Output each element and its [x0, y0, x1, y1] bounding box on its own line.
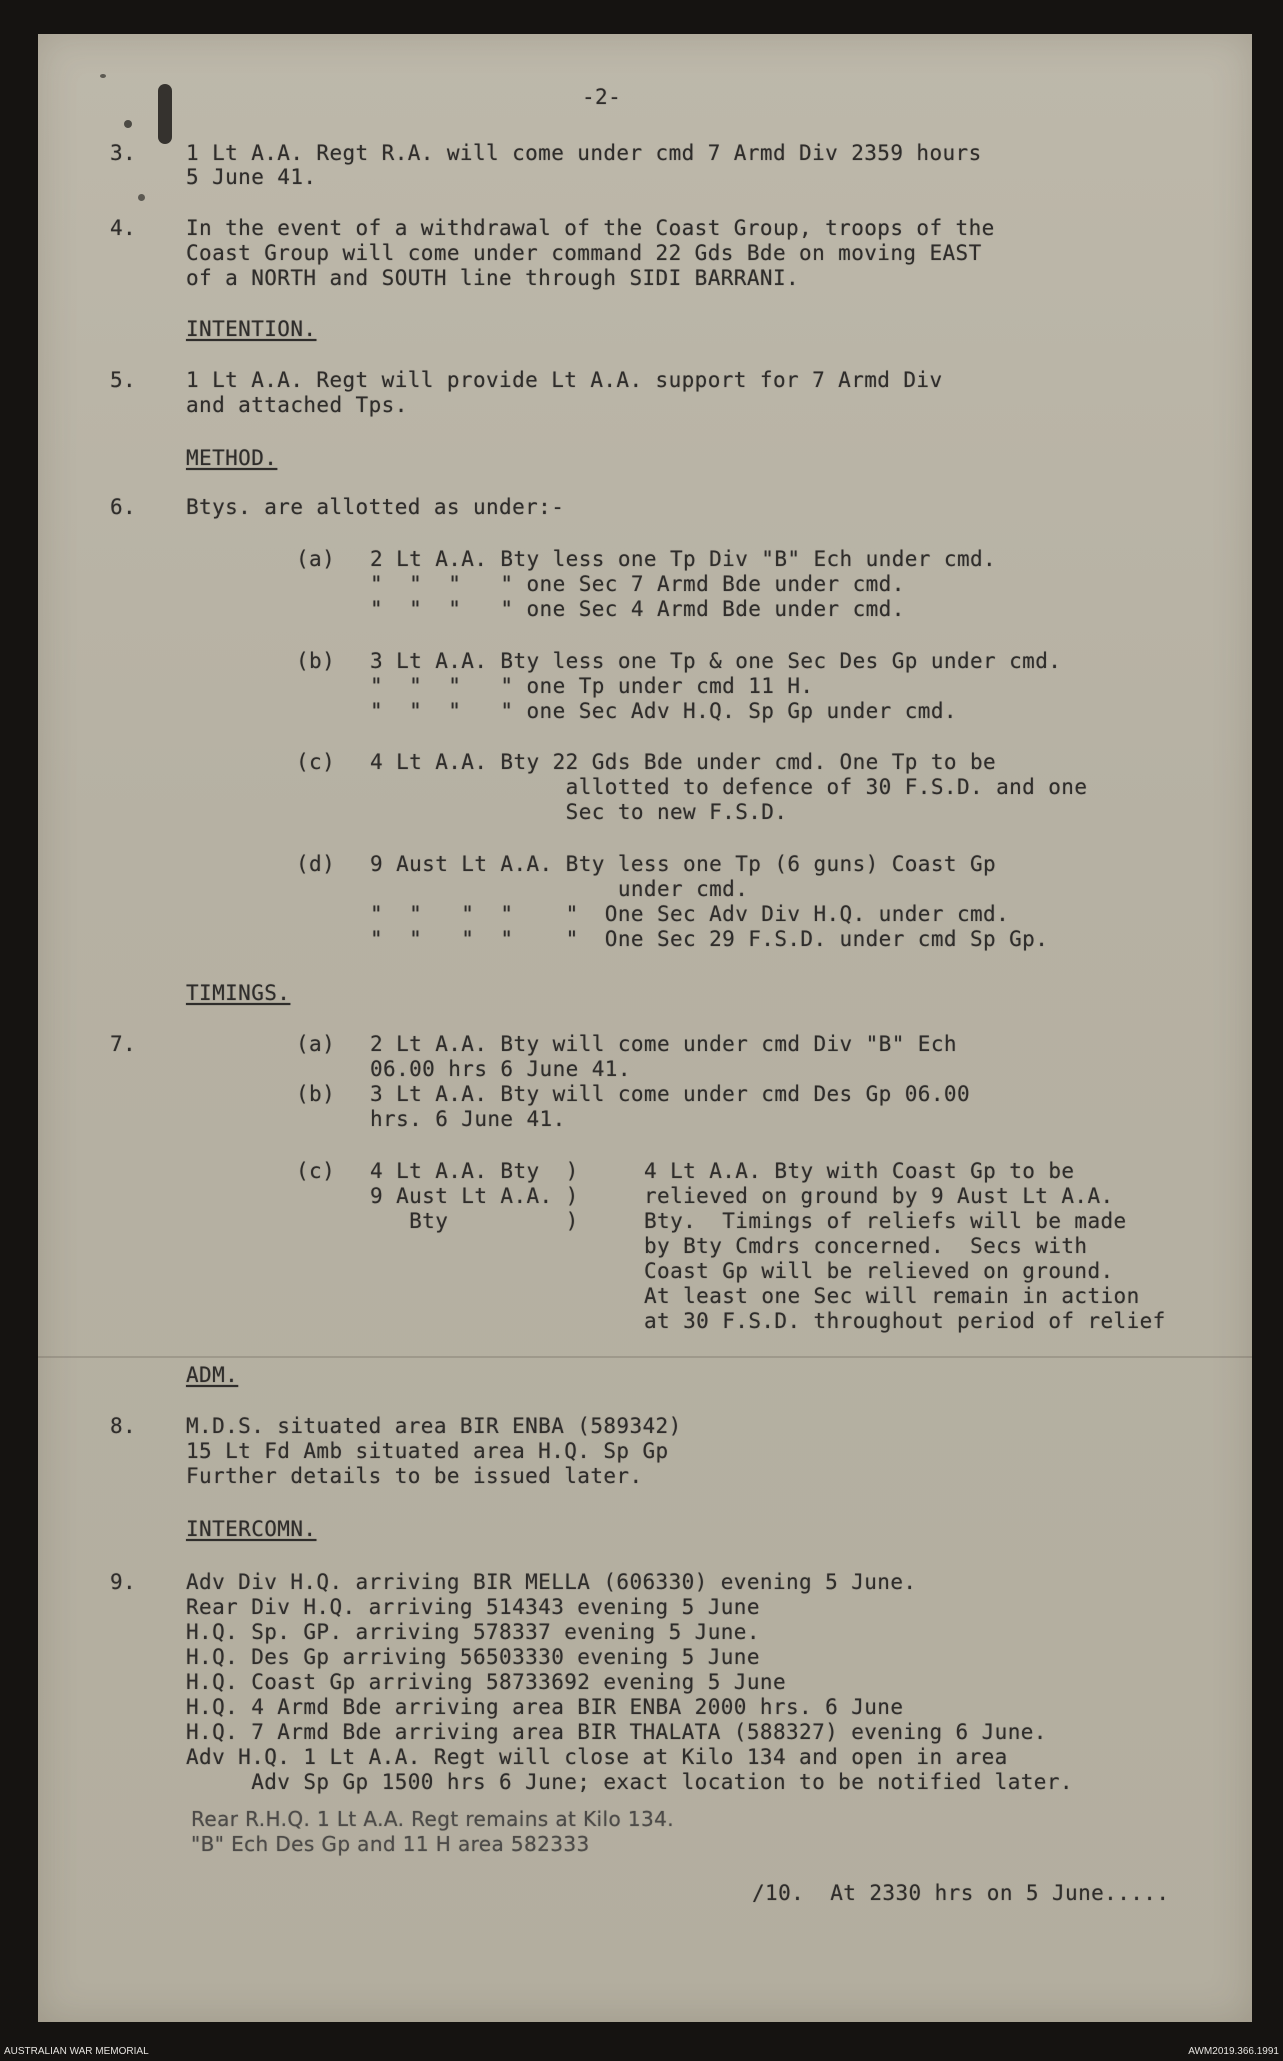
para-6d-label: (d)	[296, 852, 336, 876]
timings-heading: TIMINGS.	[186, 981, 291, 1005]
para-7c-left-1: 4 Lt A.A. Bty )	[370, 1159, 579, 1183]
para-9-line-7: H.Q. 7 Armd Bde arriving area BIR THALATA (588327) evening 6 June.	[186, 1720, 1047, 1744]
intercomn-heading: INTERCOMN.	[186, 1517, 317, 1541]
para-6a-line-2: " " " " one Sec 7 Armd Bde under cmd.	[370, 572, 905, 596]
para-5-line-1: 1 Lt A.A. Regt will provide Lt A.A. support for 7 Armd Div	[186, 368, 943, 392]
para-6a-label: (a)	[296, 547, 336, 571]
para-5-number: 5.	[110, 368, 137, 392]
para-7c-right-3: Bty. Timings of reliefs will be made	[644, 1209, 1127, 1233]
page-fold	[38, 1356, 1252, 1358]
para-9-handwritten-2: "B" Ech Des Gp and 11 H area 582333	[191, 1832, 590, 1856]
para-7b-line-2: hrs. 6 June 41.	[370, 1107, 566, 1131]
para-4-line-1: In the event of a withdrawal of the Coast Group, troops of the	[186, 216, 995, 240]
para-9-line-9: Adv Sp Gp 1500 hrs 6 June; exact location to be notified later.	[186, 1770, 1073, 1794]
para-9-line-3: H.Q. Sp. GP. arriving 578337 evening 5 June.	[186, 1620, 760, 1644]
para-6c-line-3: Sec to new F.S.D.	[370, 800, 788, 824]
para-7a-label: (a)	[296, 1032, 336, 1056]
para-7a-line-2: 06.00 hrs 6 June 41.	[370, 1057, 631, 1081]
para-6b-label: (b)	[296, 649, 336, 673]
para-7c-right-7: at 30 F.S.D. throughout period of relief	[644, 1309, 1166, 1333]
para-6d-line-1: 9 Aust Lt A.A. Bty less one Tp (6 guns) Coast Gp	[370, 852, 997, 876]
para-7c-left-3: Bty )	[370, 1209, 579, 1233]
para-6d-line-2: under cmd.	[370, 877, 749, 901]
para-9-line-2: Rear Div H.Q. arriving 514343 evening 5 June	[186, 1595, 760, 1619]
para-6-intro: Btys. are allotted as under:-	[186, 495, 565, 519]
ink-stain	[158, 84, 172, 144]
continuation-line: /10. At 2330 hrs on 5 June.....	[752, 1881, 1170, 1905]
ink-stain	[138, 194, 145, 201]
adm-heading: ADM.	[186, 1363, 239, 1387]
para-7c-right-2: relieved on ground by 9 Aust Lt A.A.	[644, 1184, 1114, 1208]
footer-left: AUSTRALIAN WAR MEMORIAL	[4, 2046, 149, 2057]
para-6c-label: (c)	[296, 750, 336, 774]
para-6b-line-3: " " " " one Sec Adv H.Q. Sp Gp under cmd.	[370, 699, 957, 723]
para-6b-line-2: " " " " one Tp under cmd 11 H.	[370, 674, 814, 698]
ink-stain	[100, 74, 106, 78]
para-7c-right-5: Coast Gp will be relieved on ground.	[644, 1259, 1114, 1283]
para-9-line-4: H.Q. Des Gp arriving 56503330 evening 5 June	[186, 1645, 760, 1669]
para-4-line-3: of a NORTH and SOUTH line through SIDI BARRANI.	[186, 266, 800, 290]
para-9-line-5: H.Q. Coast Gp arriving 58733692 evening 5 June	[186, 1670, 786, 1694]
page-number: -2-	[582, 85, 622, 109]
para-6-number: 6.	[110, 495, 137, 519]
para-9-line-6: H.Q. 4 Armd Bde arriving area BIR ENBA 2000 hrs. 6 June	[186, 1695, 904, 1719]
para-7a-line-1: 2 Lt A.A. Bty will come under cmd Div "B" Ech	[370, 1032, 957, 1056]
para-7-number: 7.	[110, 1032, 137, 1056]
para-4-number: 4.	[110, 216, 137, 240]
para-7c-right-4: by Bty Cmdrs concerned. Secs with	[644, 1234, 1088, 1258]
footer-right: AWM2019.366.1991	[1188, 2046, 1279, 2057]
para-8-line-3: Further details to be issued later.	[186, 1464, 643, 1488]
para-6b-line-1: 3 Lt A.A. Bty less one Tp & one Sec Des Gp under cmd.	[370, 649, 1062, 673]
para-9-line-1: Adv Div H.Q. arriving BIR MELLA (606330) evening 5 June.	[186, 1570, 917, 1594]
para-7c-right-1: 4 Lt A.A. Bty with Coast Gp to be	[644, 1159, 1075, 1183]
para-6c-line-1: 4 Lt A.A. Bty 22 Gds Bde under cmd. One Tp to be	[370, 750, 997, 774]
para-9-number: 9.	[110, 1570, 137, 1594]
para-9-line-8: Adv H.Q. 1 Lt A.A. Regt will close at Kilo 134 and open in area	[186, 1745, 1008, 1769]
para-6a-line-3: " " " " one Sec 4 Armd Bde under cmd.	[370, 597, 905, 621]
para-8-number: 8.	[110, 1414, 137, 1438]
para-6d-line-4: " " " " " One Sec 29 F.S.D. under cmd Sp Gp.	[370, 927, 1049, 951]
para-8-line-2: 15 Lt Fd Amb situated area H.Q. Sp Gp	[186, 1439, 669, 1463]
para-6d-line-3: " " " " " One Sec Adv Div H.Q. under cmd.	[370, 902, 1010, 926]
para-7c-left-2: 9 Aust Lt A.A. )	[370, 1184, 579, 1208]
para-7c-right-6: At least one Sec will remain in action	[644, 1284, 1140, 1308]
para-6c-line-2: allotted to defence of 30 F.S.D. and one	[370, 775, 1088, 799]
para-7c-label: (c)	[296, 1159, 336, 1183]
para-4-line-2: Coast Group will come under command 22 Gds Bde on moving EAST	[186, 241, 982, 265]
ink-stain	[124, 120, 132, 128]
intention-heading: INTENTION.	[186, 317, 317, 341]
para-7b-line-1: 3 Lt A.A. Bty will come under cmd Des Gp 06.00	[370, 1082, 970, 1106]
para-8-line-1: M.D.S. situated area BIR ENBA (589342)	[186, 1414, 682, 1438]
para-3-line-2: 5 June 41.	[186, 165, 317, 189]
para-7b-label: (b)	[296, 1082, 336, 1106]
para-9-handwritten-1: Rear R.H.Q. 1 Lt A.A. Regt remains at Kilo 134.	[191, 1807, 674, 1831]
para-6a-line-1: 2 Lt A.A. Bty less one Tp Div "B" Ech under cmd.	[370, 547, 997, 571]
para-3-line-1: 1 Lt A.A. Regt R.A. will come under cmd 7 Armd Div 2359 hours	[186, 141, 982, 165]
method-heading: METHOD.	[186, 446, 278, 470]
para-5-line-2: and attached Tps.	[186, 393, 408, 417]
para-3-number: 3.	[110, 141, 137, 165]
